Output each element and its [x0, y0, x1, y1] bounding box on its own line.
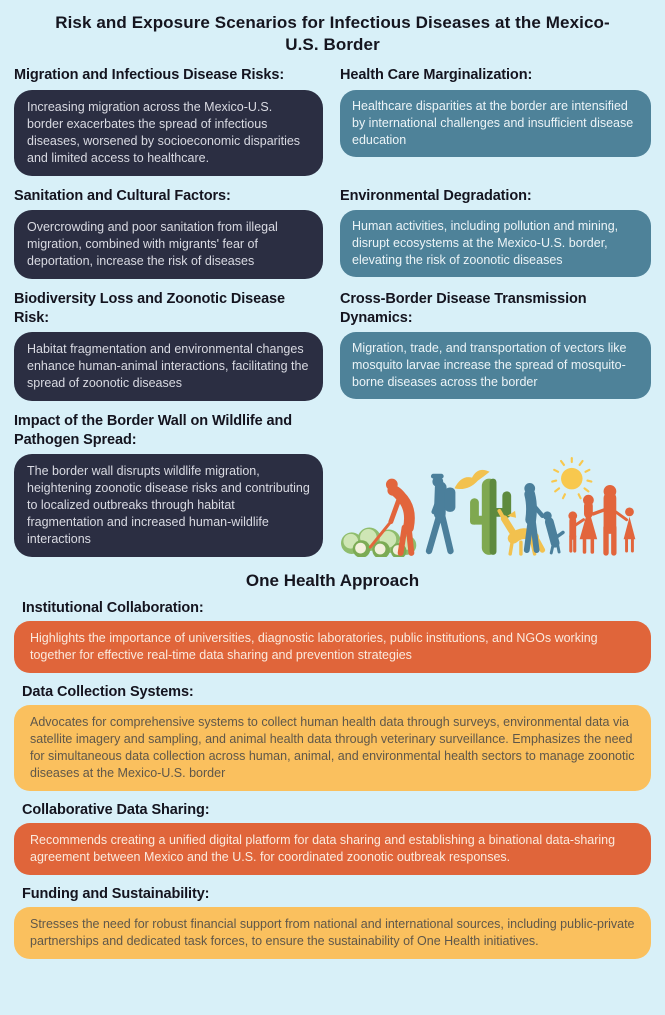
border-ecosystem-illustration-svg: [340, 457, 651, 557]
section-heading: Migration and Infectious Disease Risks:: [14, 67, 285, 84]
section-funding-sustainability: [14, 886, 651, 959]
section-healthcare-marginalization: [340, 66, 651, 176]
section-body: Recommends creating a unified digital platform for data sharing and establishing a binational data-sharing agreement between Mexico and the U.S. for coordinated zoonotic outbreak responses.: [30, 833, 616, 865]
border-ecosystem-illustration: [340, 412, 651, 557]
section-body: Healthcare disparities at the border are intensified by international challenges and insufficient disease education: [352, 98, 634, 147]
section-heading: Collaborative Data Sharing:: [22, 802, 210, 819]
section-body: Increasing migration across the Mexico-U.S. border exacerbates the spread of infectious diseases, worsened by socioeconomic disparities and limited access to healthcare.: [27, 99, 301, 165]
section-heading: Data Collection Systems:: [22, 684, 194, 701]
section-environmental-degradation: [340, 187, 651, 280]
section-institutional-collaboration: [14, 600, 651, 673]
section-card: [340, 90, 651, 157]
section-heading: Health Care Marginalization:: [340, 67, 533, 84]
hiker-migrant-icon: [429, 474, 455, 551]
section-card: [14, 621, 651, 673]
page-title: Risk and Exposure Scenarios for Infectious Diseases at the Mexico-U.S. Border: [55, 13, 610, 55]
section-body: Advocates for comprehensive systems to collect human health data through surveys, environmental data via satellite imagery and sampling, and animal health data through veterinary surveillance. Emphasizes the need for simultaneous data collection across human, animal, and environmental health sectors to manage zoonotic diseases at the Mexico-U.S. border: [30, 715, 635, 781]
section-heading: Institutional Collaboration:: [22, 600, 204, 617]
section-body: Migration, trade, and transportation of vectors like mosquito larvae increase the spread of mosquito-borne diseases across the border: [352, 341, 627, 390]
section-heading: Sanitation and Cultural Factors:: [14, 187, 231, 204]
section-body: Stresses the need for robust financial support from national and international sources, including public-private partnerships and dedicated task forces, to ensure the sustainability of One Health initiatives.: [30, 917, 635, 949]
risk-grid: [14, 66, 651, 557]
section-cross-border-transmission: [340, 290, 651, 401]
section-collaborative-data-sharing: [14, 802, 651, 875]
section-card: [14, 705, 651, 791]
section-body: Overcrowding and poor sanitation from illegal migration, combined with migrants' fear of deportation, increase the risk of diseases: [27, 220, 278, 269]
section-data-collection-systems: [14, 684, 651, 791]
one-health-title: One Health Approach: [245, 571, 420, 591]
section-card: [14, 332, 323, 401]
section-heading: Cross-Border Disease Transmission Dynamics:: [340, 291, 587, 326]
section-card: [340, 210, 651, 277]
sun-icon: [552, 459, 591, 499]
section-body: Habitat fragmentation and environmental changes enhance human-animal interactions, facilitating the spread of zoonotic diseases: [27, 342, 309, 391]
person-with-dog-icon: [524, 484, 563, 554]
section-migration-risks: [14, 66, 323, 176]
section-card: [14, 90, 323, 176]
section-body: Human activities, including pollution and mining, disrupt ecosystems at the Mexico-U.S. border, elevating the risk of zoonotic diseases: [352, 219, 619, 268]
section-card: [14, 210, 323, 279]
section-heading: Impact of the Border Wall on Wildlife and Pathogen Spread:: [14, 413, 292, 448]
section-card: [14, 907, 651, 959]
section-card: [14, 454, 323, 557]
section-card: [14, 823, 651, 875]
section-heading: Biodiversity Loss and Zoonotic Disease Risk:: [14, 291, 285, 326]
section-heading: Funding and Sustainability:: [22, 886, 210, 903]
section-border-wall-impact: [14, 412, 323, 557]
section-body: The border wall disrupts wildlife migration, heightening zoonotic disease risks and contributing to localized outbreaks through habitat fragmentation and increased human-wildlife interactions: [27, 464, 310, 547]
section-heading: Environmental Degradation:: [340, 187, 532, 204]
section-body: Highlights the importance of universities, diagnostic laboratories, public institutions, and NGOs working together for effective real-time data sharing and prevention strategies: [30, 631, 598, 663]
section-sanitation-cultural: [14, 187, 323, 280]
section-card: [340, 332, 651, 399]
section-biodiversity-loss: [14, 290, 323, 401]
